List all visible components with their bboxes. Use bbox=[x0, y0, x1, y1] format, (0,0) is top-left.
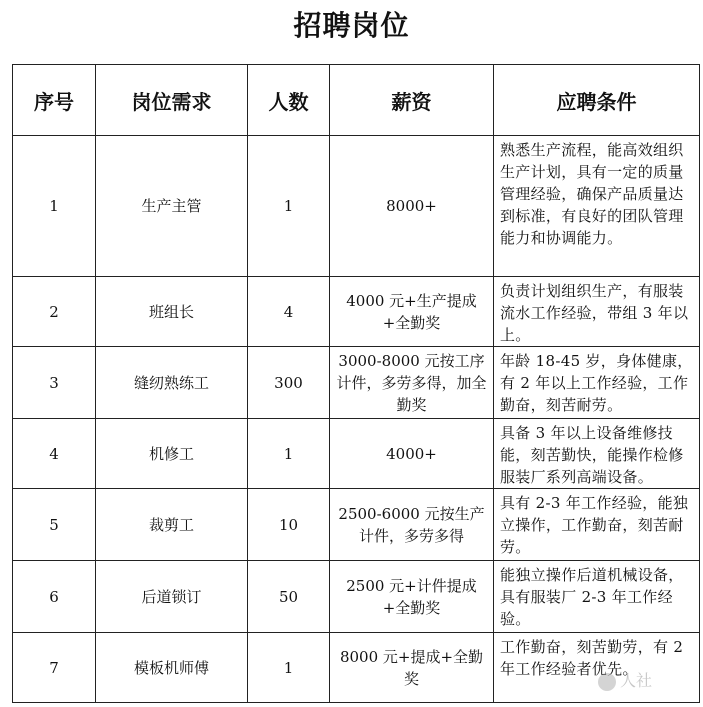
table-row bbox=[13, 136, 700, 277]
cell-position: 缝纫熟练工 bbox=[96, 347, 248, 419]
table-row bbox=[13, 489, 700, 561]
cell-requirements: 具备 3 年以上设备维修技能，刻苦勤快，能操作检修服装厂系列高端设备。 bbox=[494, 419, 700, 489]
page-title: 招聘岗位 bbox=[293, 9, 410, 42]
cell-requirements: 能独立操作后道机械设备，具有服装厂 2-3 年工作经验。 bbox=[494, 561, 700, 633]
cell-requirements: 负责计划组织生产，有服装流水工作经验，带组 3 年以上。 bbox=[494, 277, 700, 347]
header-salary: 薪资 bbox=[330, 65, 494, 136]
cell-count: 1 bbox=[248, 136, 330, 277]
table-row bbox=[13, 633, 700, 703]
table-header-row bbox=[13, 65, 700, 136]
table-row bbox=[13, 561, 700, 633]
header-seq: 序号 bbox=[13, 65, 96, 136]
table-row bbox=[13, 277, 700, 347]
cell-seq: 1 bbox=[13, 136, 96, 277]
cell-requirements: 工作勤奋，刻苦勤劳，有 2 年工作经验者优先。 bbox=[494, 633, 700, 703]
cell-position: 机修工 bbox=[96, 419, 248, 489]
cell-salary: 4000 元+生产提成+全勤奖 bbox=[330, 277, 494, 347]
header-requirements: 应聘条件 bbox=[494, 65, 700, 136]
cell-count: 300 bbox=[248, 347, 330, 419]
cell-salary: 3000-8000 元按工序计件，多劳多得，加全勤奖 bbox=[330, 347, 494, 419]
cell-requirements: 具有 2-3 年工作经验，能独立操作，工作勤奋，刻苦耐劳。 bbox=[494, 489, 700, 561]
table-row bbox=[13, 419, 700, 489]
cell-seq: 2 bbox=[13, 277, 96, 347]
header-position: 岗位需求 bbox=[96, 65, 248, 136]
cell-salary: 8000 元+提成+全勤奖 bbox=[330, 633, 494, 703]
cell-position: 班组长 bbox=[96, 277, 248, 347]
table-row bbox=[13, 347, 700, 419]
cell-position: 生产主管 bbox=[96, 136, 248, 277]
cell-requirements: 熟悉生产流程，能高效组织生产计划，具有一定的质量管理经验，确保产品质量达到标准，有良好的团队管理能力和协调能力。 bbox=[494, 136, 700, 277]
cell-position: 裁剪工 bbox=[96, 489, 248, 561]
cell-seq: 4 bbox=[13, 419, 96, 489]
cell-seq: 7 bbox=[13, 633, 96, 703]
cell-count: 50 bbox=[248, 561, 330, 633]
cell-seq: 5 bbox=[13, 489, 96, 561]
cell-salary: 8000+ bbox=[330, 136, 494, 277]
header-count: 人数 bbox=[248, 65, 330, 136]
cell-requirements: 年龄 18-45 岁，身体健康，有 2 年以上工作经验，工作勤奋，刻苦耐劳。 bbox=[494, 347, 700, 419]
job-table bbox=[12, 64, 700, 703]
cell-salary: 2500-6000 元按生产计件，多劳多得 bbox=[330, 489, 494, 561]
cell-seq: 6 bbox=[13, 561, 96, 633]
cell-salary: 2500 元+计件提成+全勤奖 bbox=[330, 561, 494, 633]
cell-count: 4 bbox=[248, 277, 330, 347]
cell-seq: 3 bbox=[13, 347, 96, 419]
cell-position: 模板机师傅 bbox=[96, 633, 248, 703]
cell-count: 10 bbox=[248, 489, 330, 561]
cell-salary: 4000+ bbox=[330, 419, 494, 489]
watermark-logo-icon bbox=[598, 673, 616, 691]
cell-count: 1 bbox=[248, 419, 330, 489]
watermark bbox=[598, 668, 652, 691]
cell-position: 后道锁订 bbox=[96, 561, 248, 633]
watermark-text: 人社 bbox=[620, 671, 653, 690]
cell-count: 1 bbox=[248, 633, 330, 703]
